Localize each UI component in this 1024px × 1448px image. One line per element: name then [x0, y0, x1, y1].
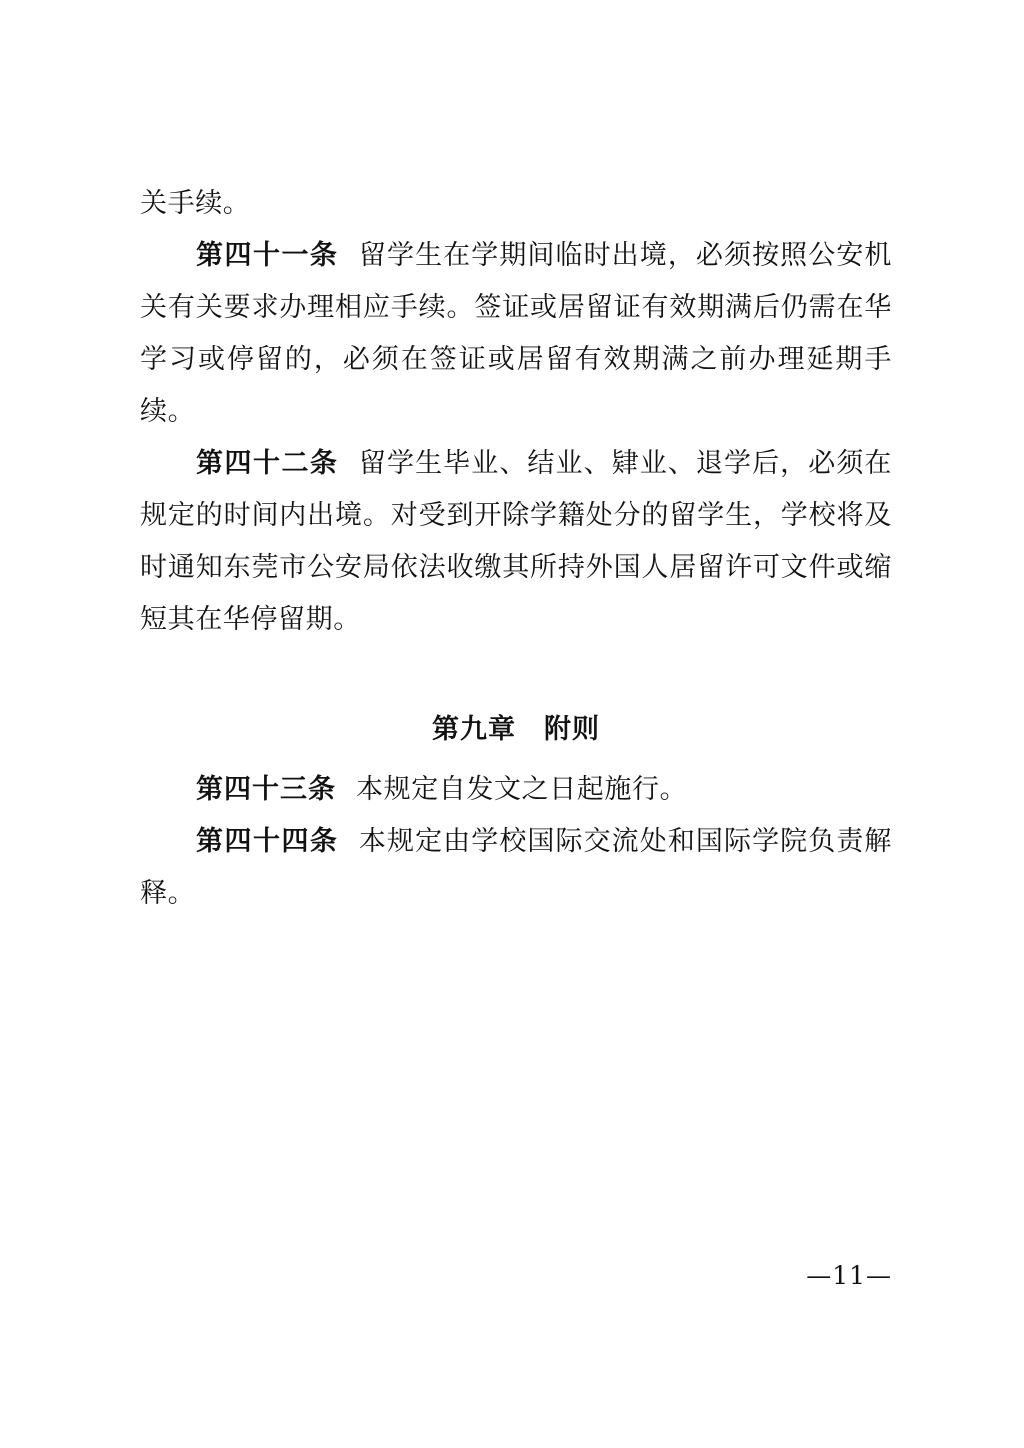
article-42 [140, 438, 892, 646]
heading-spacer [140, 756, 892, 764]
article-43 [140, 764, 892, 816]
article-41-text: 留学生在学期间临时出境，必须按照公安机关有关要求办理相应手续。签证或居留证有效期满后仍需在华学习或停留的，必须在签证或居留有效期满之前办理延期手续。 [140, 240, 892, 427]
article-44-text: 本规定由学校国际交流处和国际学院负责解释。 [140, 826, 892, 909]
chapter-heading-9: 第九章 附则 [432, 714, 600, 745]
article-43-text: 本规定自发文之日起施行。 [356, 774, 688, 805]
paragraph-continuation: 关手续。 [140, 188, 251, 219]
article-41-label: 第四十一条 [196, 240, 339, 271]
article-41 [140, 230, 892, 438]
article-42-label: 第四十二条 [196, 448, 339, 479]
article-43-label: 第四十三条 [196, 774, 336, 805]
document-body [140, 178, 892, 920]
article-42-text: 留学生毕业、结业、肄业、退学后，必须在规定的时间内出境。对受到开除学籍处分的留学生，学校将及时通知东莞市公安局依法收缴其所持外国人居留许可文件或缩短其在华停留期。 [140, 448, 892, 635]
article-44 [140, 816, 892, 920]
article-44-label: 第四十四条 [196, 826, 339, 857]
page-number: —11— [806, 1261, 892, 1290]
section-spacer [140, 646, 892, 704]
